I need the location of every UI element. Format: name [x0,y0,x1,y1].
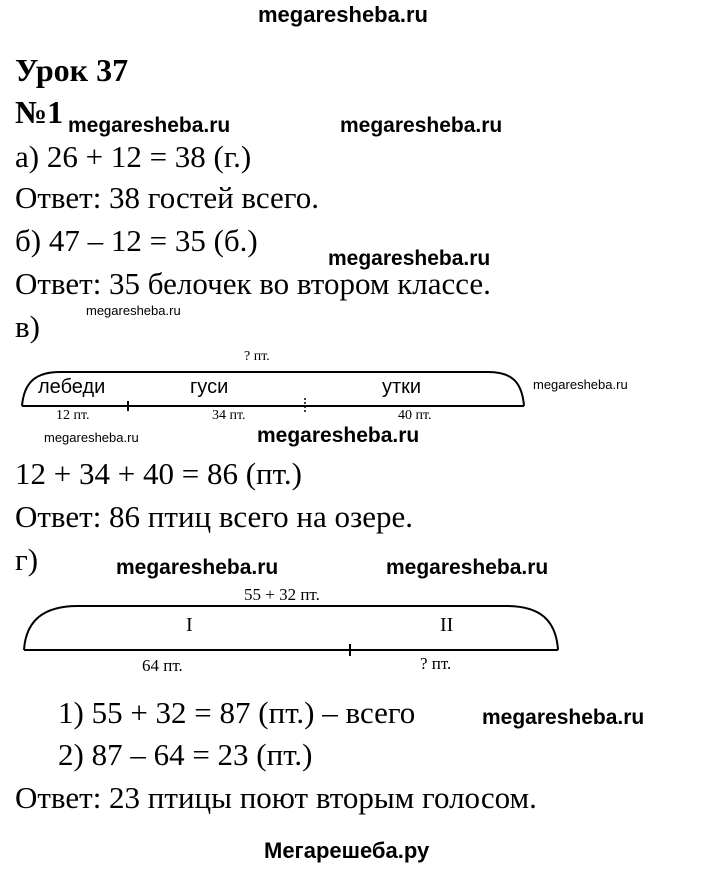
diagram-v-swans: лебеди [38,376,106,398]
diagram-v-ducks: утки [382,376,422,398]
watermark: megaresheba.ru [340,114,503,137]
part-g-answer: Ответ: 23 птицы поют вторым голосом. [15,780,537,815]
part-v-label: в) [15,309,40,344]
watermark: megaresheba.ru [86,303,181,318]
part-a-answer: Ответ: 38 гостей всего. [15,180,319,215]
diagram-g-total: 55 + 32 пт. [244,585,320,604]
part-b-expression: б) 47 – 12 = 35 (б.) [15,223,258,258]
part-g-label: г) [15,542,39,577]
part-a-expression: а) 26 + 12 = 38 (г.) [15,139,252,174]
diagram-g-part1-value: 64 пт. [142,656,183,675]
watermark: megaresheba.ru [68,114,231,137]
diagram-v-geese: гуси [190,376,229,398]
diagram-g-part2: II [440,614,454,636]
watermark-top: megaresheba.ru [258,2,428,27]
part-v-answer: Ответ: 86 птиц всего на озере. [15,499,414,534]
diagram-g-part1: I [186,614,193,636]
watermark: megaresheba.ru [116,556,279,579]
watermark: megaresheba.ru [482,706,645,729]
part-g-step2: 2) 87 – 64 = 23 (пт.) [58,737,313,772]
part-g-step1: 1) 55 + 32 = 87 (пт.) – всего [58,695,416,730]
diagram-v-total: ? пт. [244,349,270,364]
watermark: megaresheba.ru [533,377,628,392]
watermark: megaresheba.ru [44,430,139,445]
diagram-v-ducks-value: 40 пт. [398,408,432,423]
watermark: megaresheba.ru [328,247,491,270]
lesson-title: Урок 37 [15,52,129,88]
watermark-bottom: Мегарешеба.ру [264,838,430,863]
diagram-g-part2-value: ? пт. [420,654,452,673]
task-number: №1 [15,94,64,130]
diagram-v-geese-value: 34 пт. [212,408,246,423]
watermark: megaresheba.ru [257,424,420,447]
watermark: megaresheba.ru [386,556,549,579]
diagram-v-swans-value: 12 пт. [56,408,90,423]
part-v-expression: 12 + 34 + 40 = 86 (пт.) [15,456,302,491]
part-b-answer: Ответ: 35 белочек во втором классе. [15,266,491,301]
